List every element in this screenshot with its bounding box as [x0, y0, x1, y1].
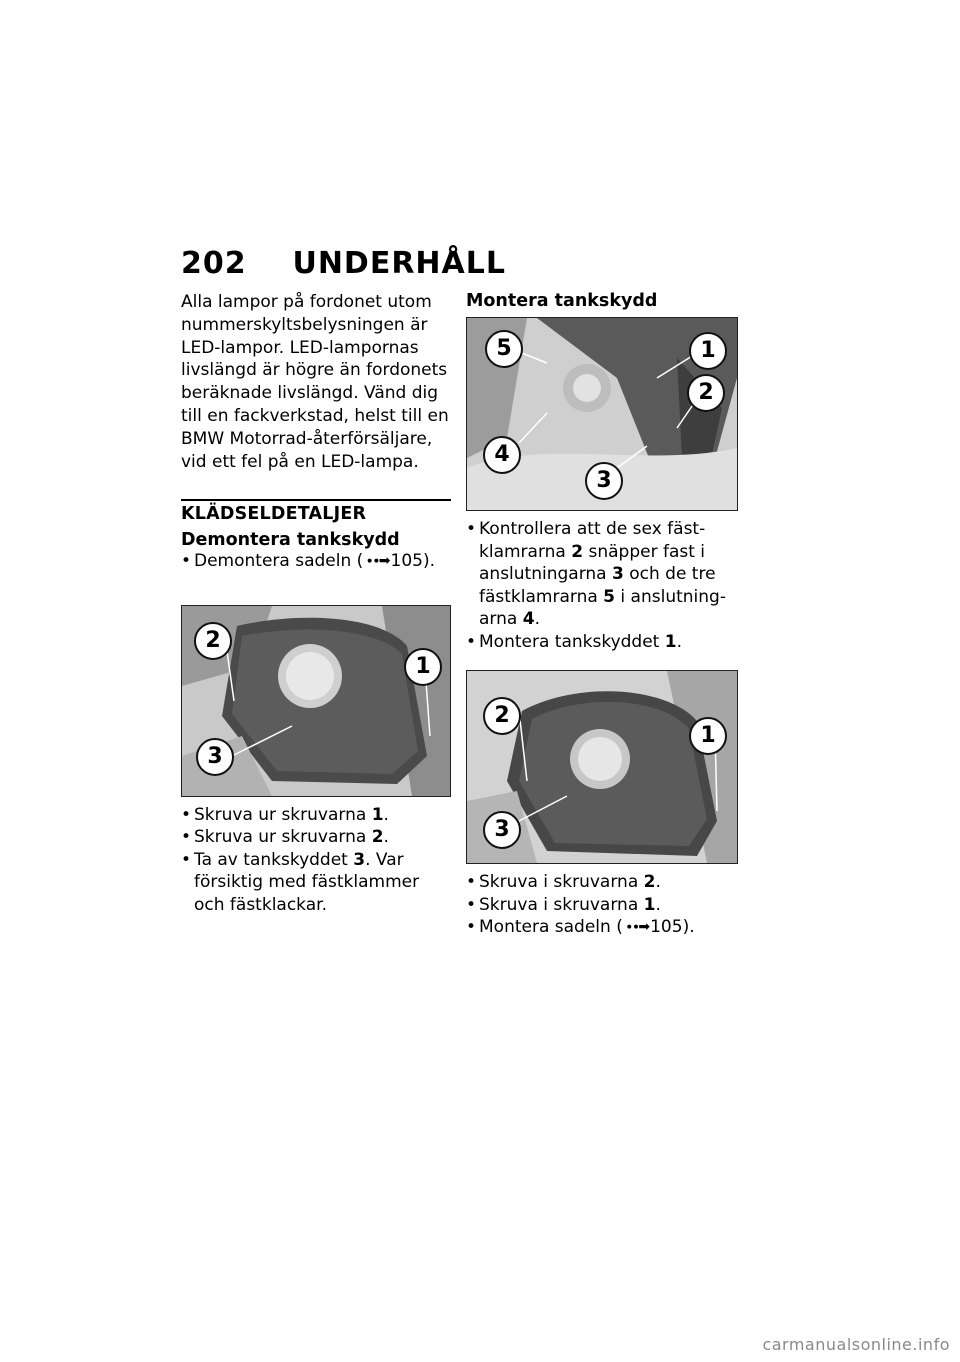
figure-install-tank-cover-clips — [466, 317, 738, 511]
list-item: • Skruva ur skruvarna 1. — [181, 804, 453, 827]
list-item: • Skruva i skruvarna 1. — [466, 894, 738, 917]
callout-1: 1 — [689, 332, 727, 370]
section-divider — [181, 499, 451, 501]
callout-3: 3 — [196, 738, 234, 776]
list-item: • Montera sadeln ( ∙∙➡ 105). — [466, 916, 738, 939]
page-ref[interactable]: 105 — [390, 551, 423, 572]
remove-steps-list — [181, 804, 453, 917]
list-item: • Demontera sadeln ( ∙∙➡ 105). — [181, 550, 453, 573]
section-title: KLÄDSELDETALJER — [181, 504, 367, 525]
install-steps-list — [466, 518, 738, 653]
figure-install-tank-cover-screws — [466, 670, 738, 864]
list-item: • Kontrollera att de sex fäst-klamrarna 2 snäpper fast i anslutningarna 3 och de tre fästklamrarna 5 i anslutning-arna 4. — [466, 518, 738, 631]
list-item: • Ta av tankskyddet 3. Var försiktig med fästklammer och fästklackar. — [181, 849, 453, 917]
chapter-title: UNDERHÅLL — [292, 246, 506, 281]
callout-2: 2 — [687, 374, 725, 412]
left-column — [181, 291, 453, 916]
right-column — [466, 291, 738, 939]
page-ref[interactable]: 105 — [650, 917, 683, 937]
intro-paragraph: Alla lampor på fordonet utom nummerskyltsbelysningen är LED-lampor. LED-lampornas livslängd är högre än fordonets beräknade livslängd. Vänd dig till en fackverkstad, helst till en BMW Motorrad-återförsäljare, vid ett fel på en LED-lampa. — [181, 292, 449, 472]
page-ref-arrow-icon: ∙∙➡ — [624, 919, 649, 935]
callout-3: 3 — [585, 462, 623, 500]
subsection-title-remove: Demontera tankskydd — [181, 530, 400, 551]
figure-remove-tank-cover — [181, 605, 451, 797]
callout-2: 2 — [194, 622, 232, 660]
page-header — [181, 246, 506, 281]
page-ref-arrow-icon: ∙∙➡ — [365, 553, 389, 570]
final-steps-list — [466, 871, 738, 939]
callout-4: 4 — [483, 436, 521, 474]
list-item: • Skruva i skruvarna 2. — [466, 871, 738, 894]
page-number: 202 — [181, 246, 247, 281]
subsection-title-install: Montera tankskydd — [466, 291, 658, 311]
callout-2: 2 — [483, 697, 521, 735]
callout-3: 3 — [483, 811, 521, 849]
callout-1: 1 — [404, 648, 442, 686]
callout-5: 5 — [485, 330, 523, 368]
list-item: • Montera tankskyddet 1. — [466, 631, 738, 654]
callout-1: 1 — [689, 717, 727, 755]
watermark-footer: carmanualsonline.info — [762, 1335, 950, 1354]
list-item: • Skruva ur skruvarna 2. — [181, 826, 453, 849]
pre-steps-list — [181, 550, 453, 573]
